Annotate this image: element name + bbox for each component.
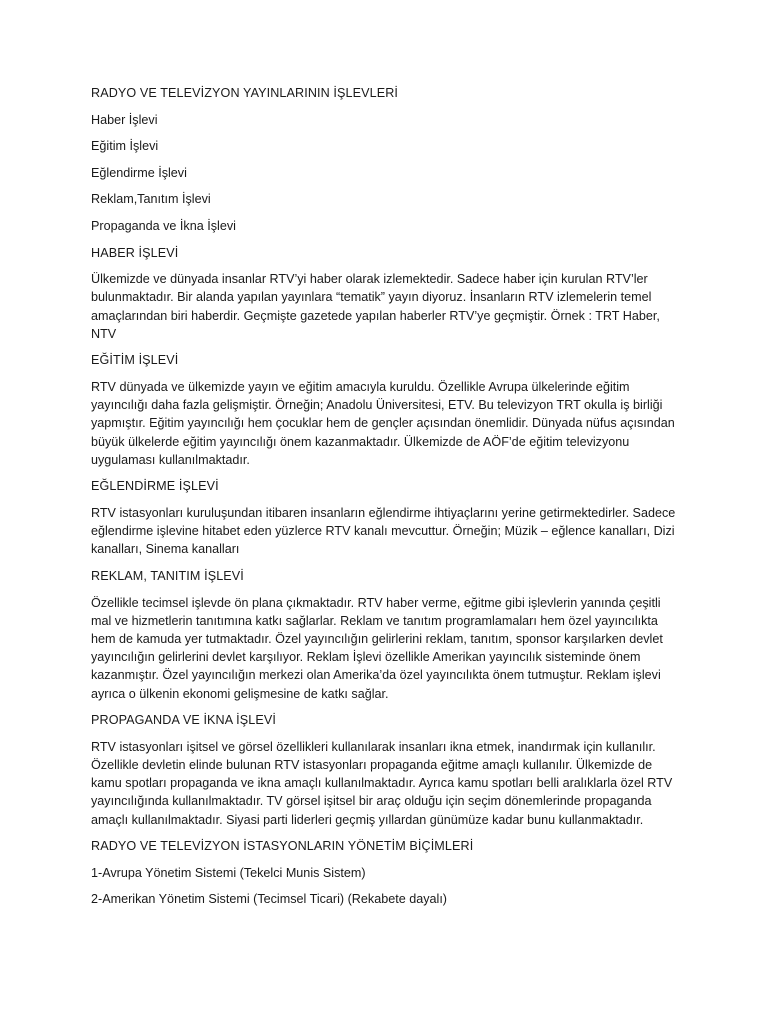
list-item-entertainment: Eğlendirme İşlevi	[91, 165, 187, 180]
section-body-news: Ülkemizde ve dünyada insanlar RTV’yi haber olarak izlemektedir. Sadece haber için kurulan RTV’ler bulunmaktadır. Bir alanda yapılan yayınlara “tematik” yayın diyoruz. İnsanların RTV izlemelerin temel amaçlarından biri haberdir. Geçmişte gazetede yapılan haberler RTV’ye geçmiştir. Örnek : TRT Haber, NTV	[91, 272, 660, 341]
section-heading-news: HABER İŞLEVİ	[91, 245, 179, 260]
section-body-advertising: Özellikle tecimsel işlevde ön plana çıkmaktadır. RTV haber verme, eğitme gibi işlevlerin yanında çeşitli mal ve hizmetlerin tanıtımına katkı sağlarlar. Reklam ve tanıtım programlamaları hem özel yayıncılıkta hem de kamuda yer tutmaktadır. Özel yayıncılığın gelirlerini reklam, tanıtım, sponsor karşılarken devlet yayıncılığın gelirlerini devlet karşılıyor. Reklam İşlevi özellikle Amerikan yayıncılık sisteminde önem kazanmıştır. Özel yayıncılığın merkezi olan Amerika’da özel yayıncılıkta önem tutmuştur. Reklam işlevi ayrıca o ülkenin ekonomi gelişmesine de katkı sağlar.	[91, 595, 663, 701]
section-heading-education: EĞİTİM İŞLEVİ	[91, 353, 179, 368]
list-item-education: Eğitim İşlevi	[91, 139, 159, 154]
management-item-america: 2-Amerikan Yönetim Sistemi (Tecimsel Ticari) (Rekabete dayalı)	[91, 892, 448, 907]
list-item-advertising: Reklam,Tanıtım İşlevi	[91, 192, 211, 207]
section-heading-entertainment: EĞLENDİRME İŞLEVİ	[91, 479, 219, 494]
section-body-education: RTV dünyada ve ülkemizde yayın ve eğitim amacıyla kuruldu. Özellikle Avrupa ülkelerinde eğitim yayıncılığı daha fazla gelişmiştir. Örneğin; Anadolu Üniversitesi, ETV. Bu televizyon TRT okulla iş birliği yapmıştır. Eğitim yayıncılığı hem çocuklar hem de gençler açısından önemlidir. Dünyada nüfus açısından büyük ülkelerde eğitim yayıncılığı önem kazanmaktadır. Ülkemizde de AÖF’de eğitim televizyonu uygulaması kullanılmaktadır.	[91, 379, 675, 467]
management-item-europe: 1-Avrupa Yönetim Sistemi (Tekelci Munis Sistem)	[91, 865, 366, 880]
section-heading-management: RADYO VE TELEVİZYON İSTASYONLARIN YÖNETİM BİÇİMLERİ	[91, 839, 474, 854]
section-heading-propaganda: PROPAGANDA VE İKNA İŞLEVİ	[91, 713, 276, 728]
document-title: RADYO VE TELEVİZYON YAYINLARININ İŞLEVLERİ	[91, 86, 399, 100]
section-body-propaganda: RTV istasyonları işitsel ve görsel özellikleri kullanılarak insanları ikna etmek, inandırmak için kullanılır. Özellikle devletin elinde bulunan RTV istasyonları propaganda eğitme amaçlı kullanılır. Ülkemizde de kamu spotları propaganda ve ikna amaçlı kullanılmaktadır. Ayrıca kamu spotları belli aralıklarla özel RTV yayıncılığında kullanılmaktadır. TV görsel işitsel bir araç olduğu için seçim dönemlerinde propaganda amaçlı kullanılmaktadır. Siyasi parti liderleri geçmiş yıllardan günümüze kadar bunu kullanmaktadır.	[91, 739, 673, 827]
document-page	[91, 84, 681, 917]
section-body-entertainment: RTV istasyonları kuruluşundan itibaren insanların eğlendirme ihtiyaçlarını yerine getirmektedirler. Sadece eğlendirme işlevine hitabet eden yüzlerce RTV kanalı mevcuttur. Örneğin; Müzik – eğlence kanalları, Dizi kanalları, Sinema kanalları	[91, 505, 676, 557]
list-item-propaganda: Propaganda ve İkna İşlevi	[91, 218, 236, 233]
list-item-news: Haber İşlevi	[91, 112, 158, 127]
section-heading-advertising: REKLAM, TANITIM İŞLEVİ	[91, 568, 244, 583]
